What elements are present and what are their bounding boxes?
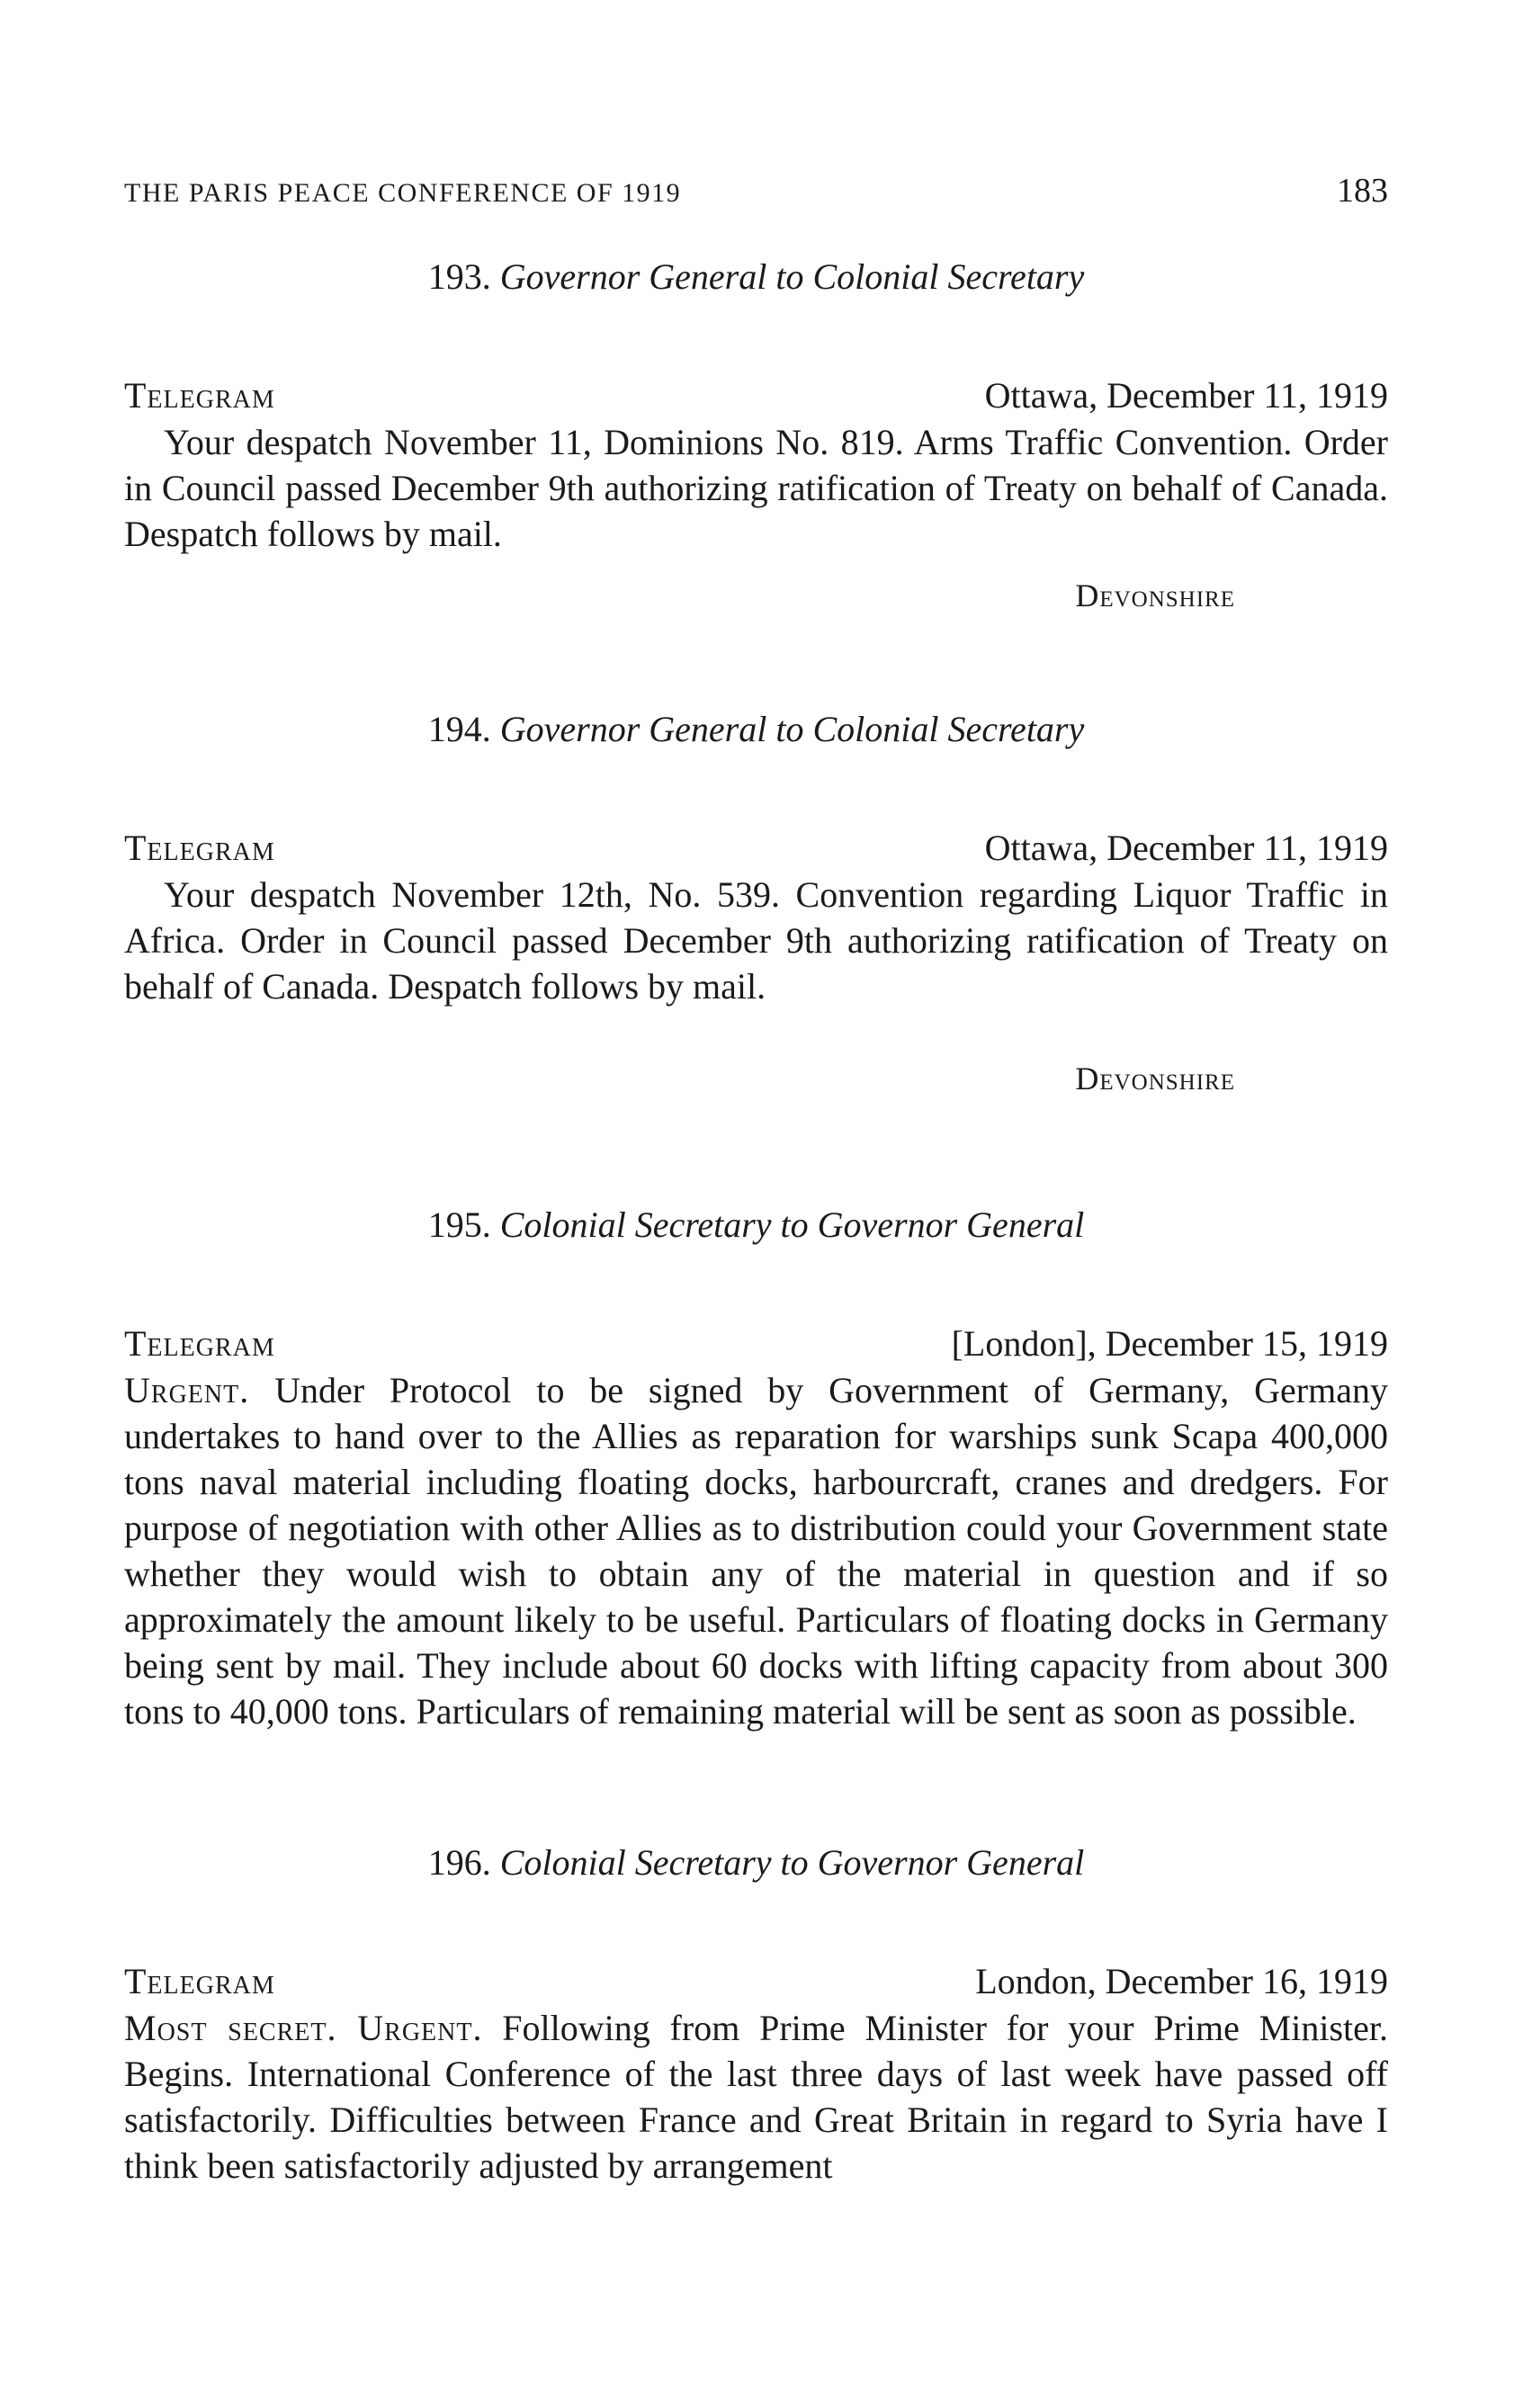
document-heading <box>124 1200 1388 1250</box>
signature: Devonshire <box>1075 577 1235 613</box>
place-date: Ottawa, December 11, 1919 <box>984 375 1388 416</box>
document-title: Colonial Secretary to Governor General <box>499 1842 1085 1883</box>
body-text: Following from Prime Minister for your Prime Minister. Begins. International Conference of the last three days of last week have passed off satisfactorily. Difficulties between France and Great Britain in regard to Syria have I think been satisfactorily adjusted by arrangement <box>124 2008 1388 2186</box>
document-type: Telegram <box>124 1323 275 1364</box>
document-194 <box>124 704 1388 1101</box>
body-text: Your despatch November 12th, No. 539. Convention regarding Liquor Traffic in Africa. Order in Council passed December 9th authorizing ratification of Treaty on behalf of Canada. Despatch follows by mail. <box>124 874 1388 1007</box>
telegram-meta <box>124 1958 1388 2005</box>
document-type: Telegram <box>124 828 275 868</box>
document-title: Governor General to Colonial Secretary <box>499 709 1085 749</box>
document-heading <box>124 704 1388 755</box>
document-195 <box>124 1200 1388 1734</box>
priority-label: Urgent. <box>124 1370 250 1410</box>
document-number: 194. <box>427 709 491 749</box>
running-title: THE PARIS PEACE CONFERENCE OF 1919 <box>124 178 682 208</box>
document-page <box>124 171 1388 2189</box>
document-heading <box>124 252 1388 302</box>
telegram-meta <box>124 825 1388 872</box>
document-196 <box>124 1838 1388 2189</box>
document-heading <box>124 1838 1388 1888</box>
body-text: Under Protocol to be signed by Government of Germany, Germany undertakes to hand over to the Allies as reparation for warships sunk Scapa 400,000 tons naval material including floating docks, harbourcraft, cranes and dredgers. For purpose of negotiation with other Allies as to distribution could your Government state whether they would wish to obtain any of the material in question and if so approximately the amount likely to be useful. Particulars of floating docks in Germany being sent by mail. They include about 60 docks with lifting capacity from about 300 tons to 40,000 tons. Particulars of remaining material will be sent as soon as possible. <box>124 1370 1388 1732</box>
telegram-meta <box>124 1320 1388 1367</box>
document-193 <box>124 252 1388 618</box>
place-date: Ottawa, December 11, 1919 <box>984 828 1388 868</box>
document-title: Governor General to Colonial Secretary <box>499 256 1085 297</box>
document-body <box>124 872 1388 1009</box>
page-number: 183 <box>1337 172 1388 210</box>
body-text: Your despatch November 11, Dominions No. 819. Arms Traffic Convention. Order in Council passed December 9th authorizing ratification of Treaty on behalf of Canada. Despatch follows by mail. <box>124 422 1388 554</box>
place-date: London, December 16, 1919 <box>975 1961 1388 2001</box>
document-type: Telegram <box>124 375 275 416</box>
document-number: 195. <box>427 1204 491 1245</box>
document-body <box>124 1367 1388 1734</box>
document-body <box>124 419 1388 557</box>
running-head <box>124 171 1388 243</box>
document-number: 193. <box>427 256 491 297</box>
document-type: Telegram <box>124 1961 275 2001</box>
signature: Devonshire <box>1075 1061 1235 1097</box>
telegram-meta <box>124 372 1388 419</box>
place-date: [London], December 15, 1919 <box>951 1323 1388 1364</box>
document-title: Colonial Secretary to Governor General <box>499 1204 1085 1245</box>
priority-label: Most secret. Urgent. <box>124 2008 483 2048</box>
document-number: 196. <box>427 1842 491 1883</box>
document-body <box>124 2005 1388 2189</box>
